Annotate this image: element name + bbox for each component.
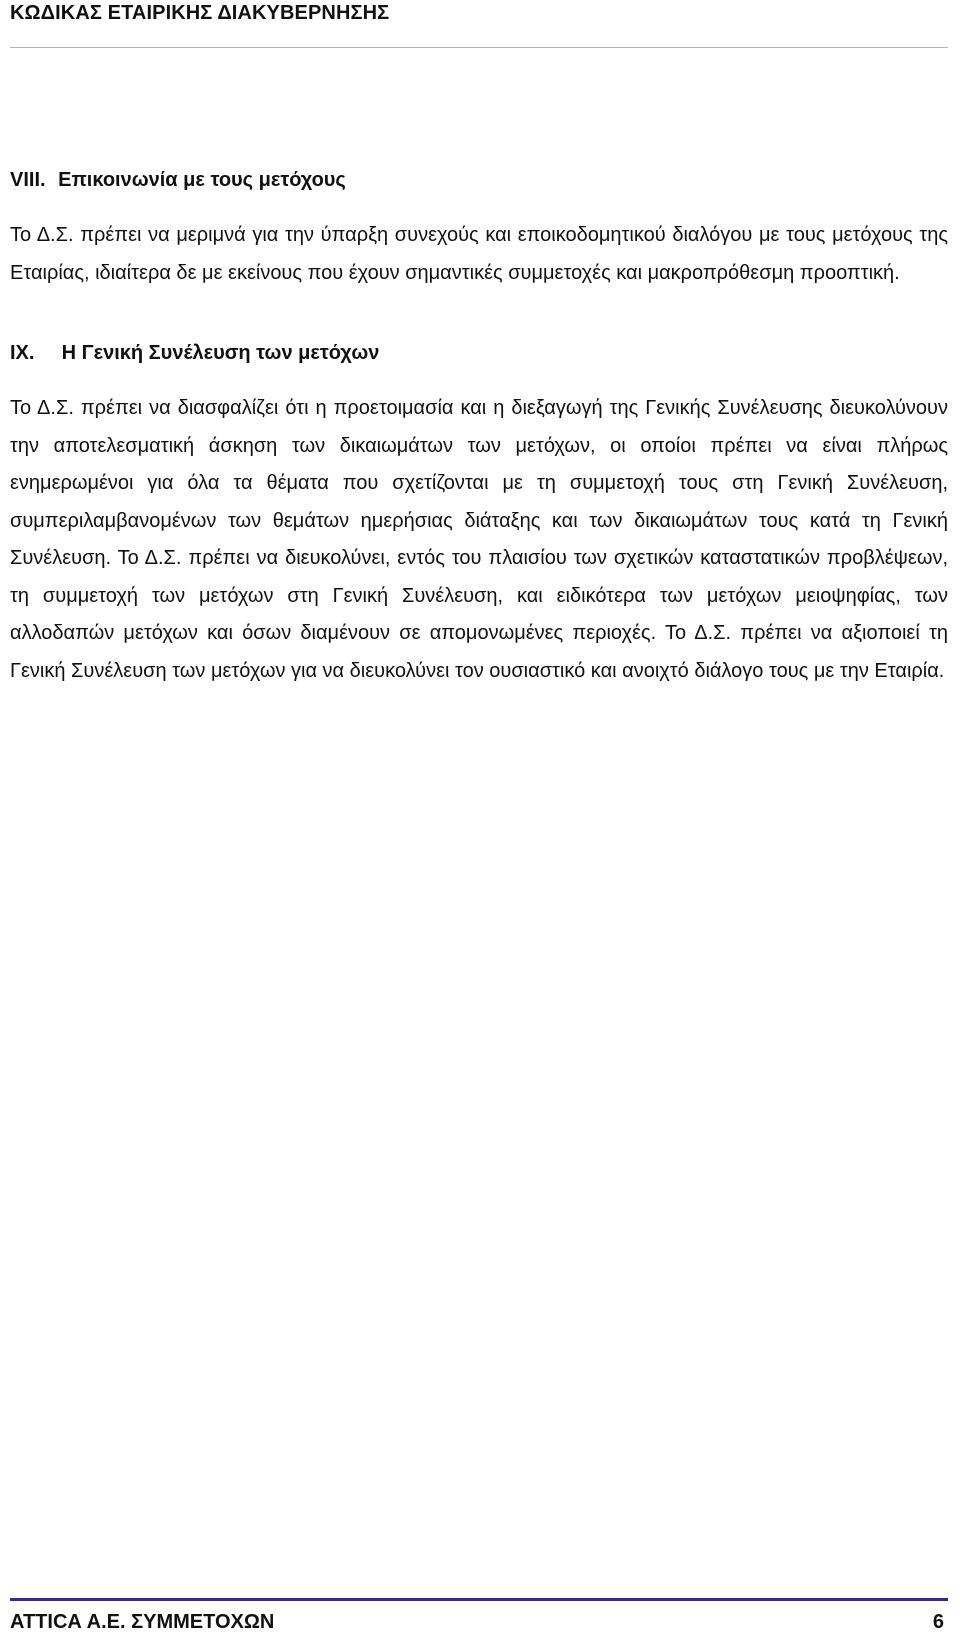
section-heading-viii: [10, 163, 948, 197]
page-footer: [10, 1598, 948, 1642]
document-title: ΚΩΔΙΚΑΣ ΕΤΑΙΡΙΚΗΣ ΔΙΑΚΥΒΕΡΝΗΣΗΣ: [10, 2, 390, 24]
document-body: [10, 163, 948, 690]
section-paragraph: Το Δ.Σ. πρέπει να διασφαλίζει ότι η προετοιμασία και η διεξαγωγή της Γενικής Συνέλευσης διευκολύνουν την αποτελεσματική άσκηση των δικαιωμάτων των μετόχων, οι οποίοι πρέπει να είναι πλήρως ενημερωμένοι για όλα τα θέματα που σχετίζονται με τη συμμετοχή τους στη Γενική Συνέλευση, συμπεριλαμβανομένων των θεμάτων ημερήσιας διάταξης και των δικαιωμάτων τους κατά τη Γενική Συνέλευση. Το Δ.Σ. πρέπει να διευκολύνει, εντός του πλαισίου των σχετικών καταστατικών προβλέψεων, τη συμμετοχή των μετόχων στη Γενική Συνέλευση, και ειδικότερα των μετόχων μειοψηφίας, των αλλοδαπών μετόχων και όσων διαμένουν σε απομονωμένες περιοχές. Το Δ.Σ. πρέπει να αξιοποιεί τη Γενική Συνέλευση των μετόχων για να διευκολύνει τον ουσιαστικό και ανοιχτό διάλογο τους με την Εταιρία.: [10, 397, 948, 682]
section-paragraph: Το Δ.Σ. πρέπει να μεριμνά για την ύπαρξη συνεχούς και εποικοδομητικού διαλόγου με τους μετόχους της Εταιρίας, ιδιαίτερα δε με εκείνους που έχουν σημαντικές συμμετοχές και μακροπρόθεσμη προοπτική.: [10, 224, 948, 284]
footer-divider: [10, 1598, 948, 1601]
section-heading-ix: [10, 336, 948, 370]
section-number: IX.: [10, 342, 35, 364]
page-header: [10, 0, 948, 48]
section-title: Η Γενική Συνέλευση των μετόχων: [61, 342, 380, 364]
section-number: VIII.: [10, 169, 46, 191]
section-title: Επικοινωνία με τους μετόχους: [58, 169, 346, 191]
page-number: 6: [932, 1611, 944, 1633]
footer-company-name: ATTICA Α.Ε. ΣΥΜΜΕΤΟΧΩΝ: [10, 1611, 275, 1633]
